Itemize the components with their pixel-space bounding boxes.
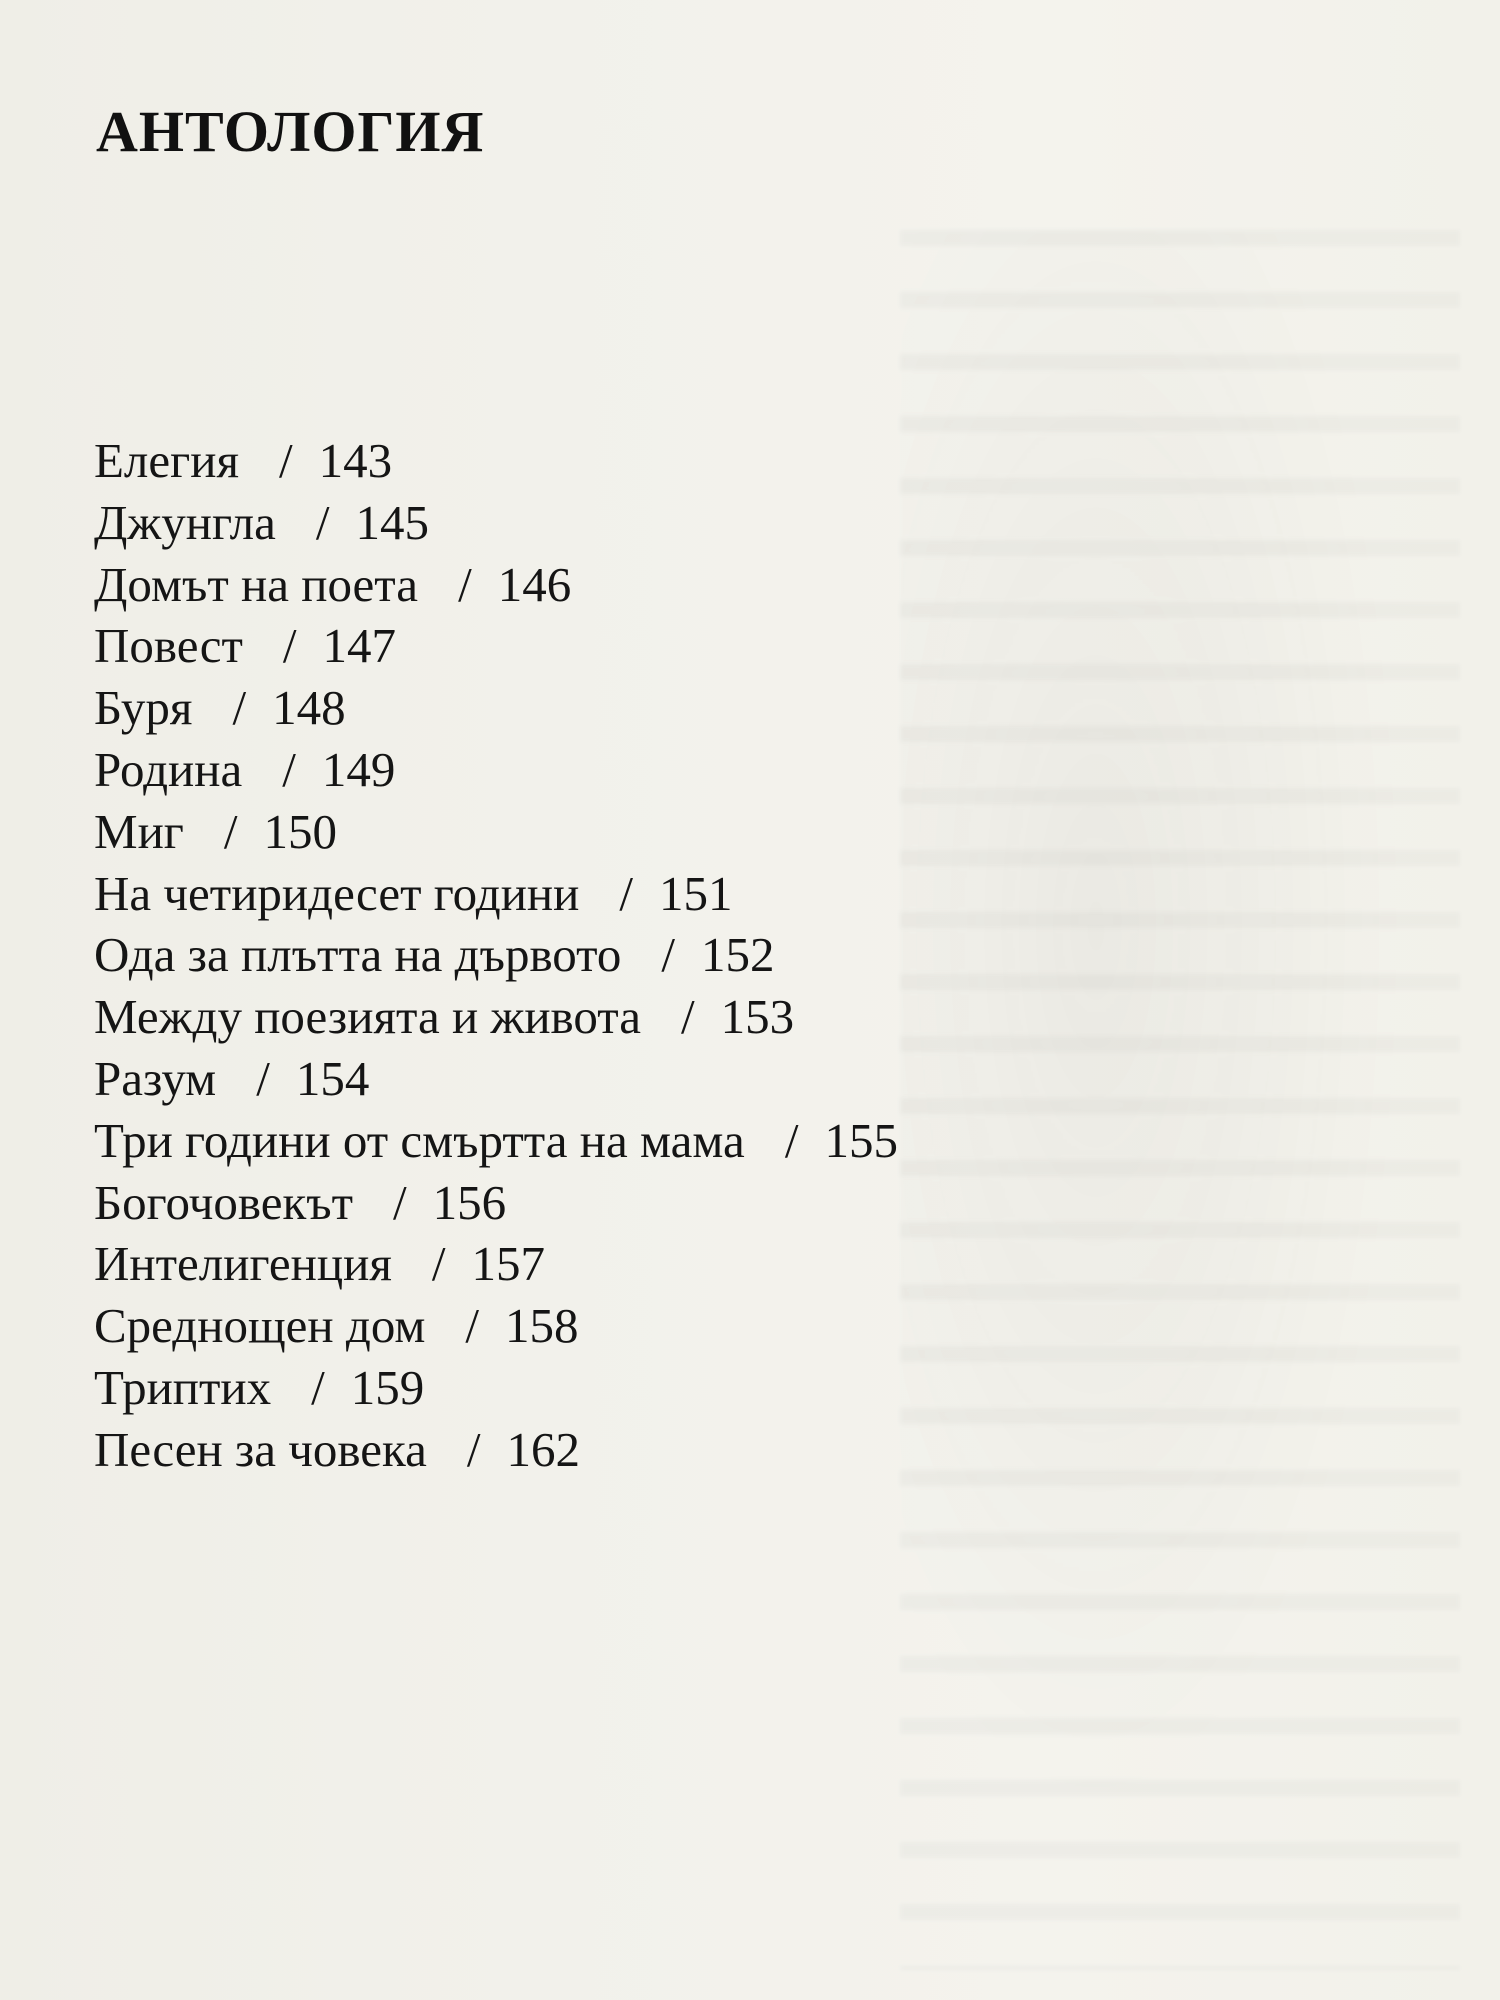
entry-title: Елегия — [94, 433, 239, 488]
page-number: 152 — [701, 927, 775, 983]
separator: / — [311, 1359, 325, 1415]
toc-entry — [94, 739, 898, 801]
page-number: 151 — [658, 865, 733, 921]
table-of-contents — [94, 430, 898, 1481]
separator: / — [466, 1421, 481, 1477]
toc-entry — [94, 1048, 898, 1110]
page-number: 147 — [322, 618, 396, 674]
separator: / — [279, 433, 293, 488]
page-number: 148 — [272, 680, 346, 736]
separator: / — [282, 741, 296, 797]
entry-title: Три години от смъртта на мама — [94, 1112, 745, 1168]
page-number: 159 — [350, 1359, 425, 1415]
entry-title: На четиридесет години — [94, 865, 580, 921]
entry-title: Интелигенция — [94, 1236, 392, 1292]
page-number: 150 — [263, 803, 338, 859]
toc-entry — [94, 554, 898, 616]
toc-entry — [94, 1295, 898, 1357]
entry-title: Между поезията и живота — [94, 989, 641, 1045]
separator: / — [393, 1174, 407, 1230]
entry-title: Среднощен дом — [94, 1298, 426, 1354]
section-title: АНТОЛОГИЯ — [96, 99, 485, 164]
page-number: 154 — [295, 1050, 370, 1106]
separator: / — [661, 927, 675, 983]
toc-entry — [94, 1357, 898, 1419]
separator: / — [619, 865, 633, 921]
page-number: 155 — [824, 1112, 898, 1168]
page-number: 158 — [505, 1298, 579, 1354]
separator: / — [256, 1050, 270, 1106]
separator: / — [431, 1236, 446, 1292]
page-number: 145 — [355, 494, 429, 550]
separator: / — [458, 556, 472, 612]
toc-entry — [94, 677, 898, 739]
toc-entry — [94, 1233, 898, 1295]
toc-entry — [94, 430, 898, 492]
bleed-through-shadow — [900, 230, 1460, 1970]
entry-title: Буря — [94, 680, 193, 736]
entry-title: Джунгла — [94, 494, 276, 550]
separator: / — [465, 1298, 480, 1354]
separator: / — [282, 618, 297, 674]
toc-entry — [94, 986, 898, 1048]
separator: / — [784, 1112, 799, 1168]
entry-title: Разум — [94, 1050, 217, 1106]
entry-title: Миг — [94, 803, 184, 859]
page-number: 149 — [321, 741, 396, 797]
toc-entry — [94, 801, 898, 863]
entry-title: Триптих — [94, 1359, 272, 1415]
page-number: 162 — [506, 1421, 580, 1477]
entry-title: Ода за плътта на дървото — [94, 927, 622, 983]
page-number: 153 — [720, 989, 795, 1045]
toc-entry — [94, 492, 898, 554]
entry-title: Песен за човека — [94, 1421, 427, 1477]
page-number: 143 — [318, 433, 393, 488]
toc-entry — [94, 615, 898, 677]
separator: / — [223, 803, 238, 859]
separator: / — [315, 494, 330, 550]
toc-entry — [94, 924, 898, 986]
page-number: 157 — [471, 1236, 545, 1292]
toc-entry — [94, 863, 898, 925]
entry-title: Повест — [94, 618, 243, 674]
separator: / — [680, 989, 695, 1045]
toc-entry — [94, 1110, 898, 1172]
toc-entry — [94, 1419, 898, 1481]
page-number: 156 — [432, 1174, 507, 1230]
toc-entry — [94, 1172, 898, 1234]
entry-title: Родина — [94, 741, 243, 797]
entry-title: Богочовекът — [94, 1174, 354, 1230]
separator: / — [232, 680, 247, 736]
entry-title: Домът на поета — [94, 556, 419, 612]
page-number: 146 — [497, 556, 572, 612]
